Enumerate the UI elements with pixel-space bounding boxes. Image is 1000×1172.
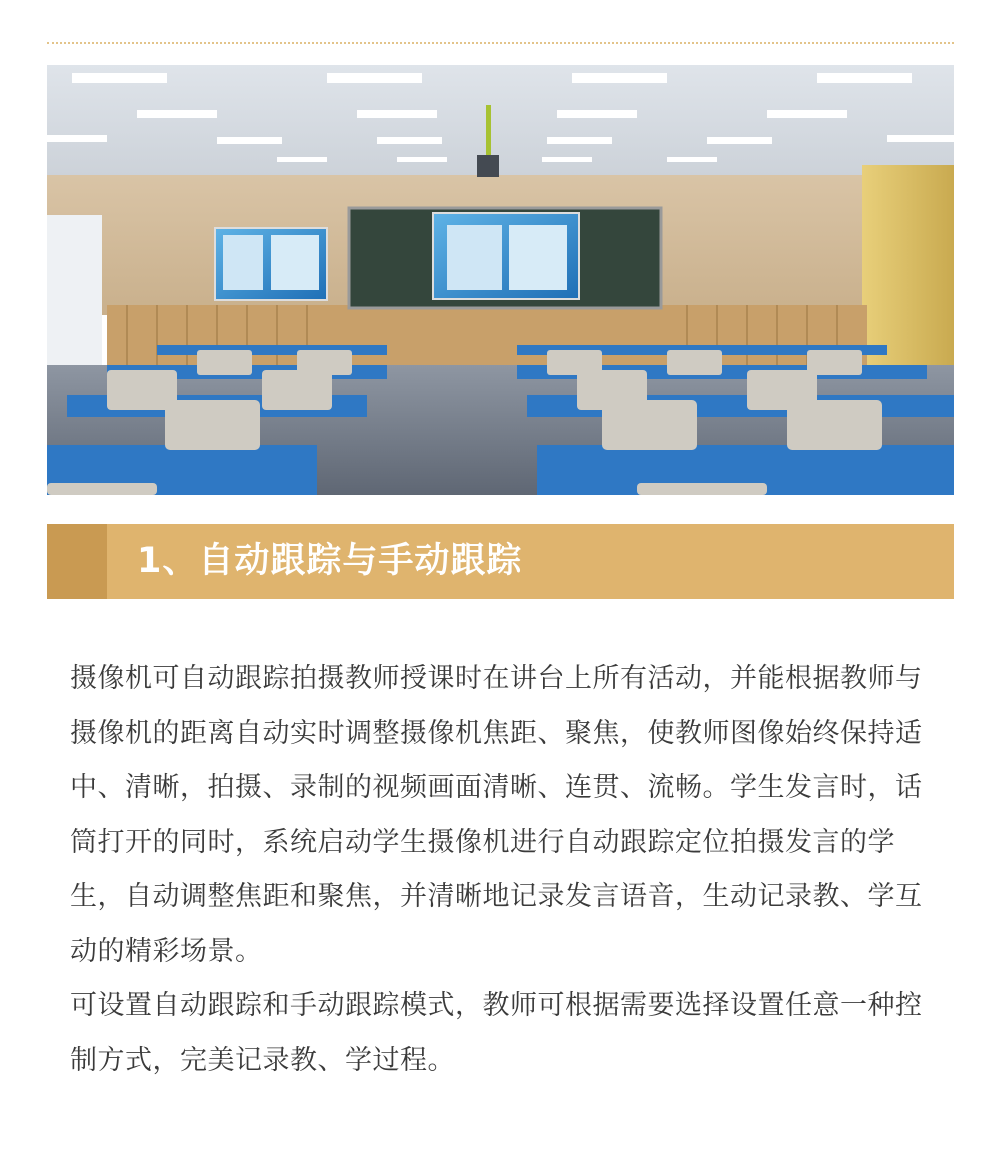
classroom-photo: [47, 65, 954, 495]
section-banner: [47, 524, 954, 599]
top-divider: [47, 42, 954, 44]
banner-accent: [47, 524, 107, 599]
paragraph: 摄像机可自动跟踪拍摄教师授课时在讲台上所有活动，并能根据教师与摄像机的距离自动实时调整摄像机焦距、聚焦，使教师图像始终保持适中、清晰，拍摄、录制的视频画面清晰、连贯、流畅。学生发言时，话筒打开的同时，系统启动学生摄像机进行自动跟踪定位拍摄发言的学生，自动调整焦距和聚焦，并清晰地记录发言语音，生动记录教、学互动的精彩场景。: [70, 663, 923, 967]
paragraph: 可设置自动跟踪和手动跟踪模式，教师可根据需要选择设置任意一种控制方式，完美记录教、学过程。: [70, 990, 923, 1076]
body-text: [70, 652, 940, 1088]
section-title: 1、自动跟踪与手动跟踪: [137, 541, 523, 581]
